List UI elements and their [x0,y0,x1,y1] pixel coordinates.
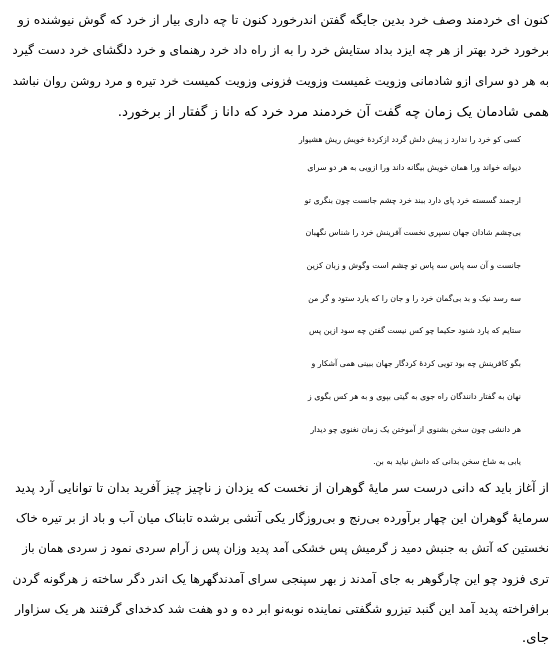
verse-line: بی‌چشم شادان جهان نسپری نخست آفرینش خرد را شناس نگهبان [305,228,521,238]
paragraph-line: برخورد خرد بهتر از هر چه ایزد بداد ستایش خرد را به از راه داد خرد رهنمای و خرد دلگشای خرد دست گیرد [12,43,549,57]
verse-line: نهان به گفتار دانندگان راه جوی به گیتی بپوی و به هر کس بگوی ز [307,391,521,401]
verse-line: کسی کو خرد را ندارد ز پیش دلش گردد ازکردهٔ خویش ریش هشیوار [298,135,521,144]
paragraph-line: تری فزود چو این چارگوهر به جای آمدند ز بهر سپنجی سرای آمدندگهرها یک اندر دگر ساخته ز هرگونه گردن [12,571,549,586]
paragraph-line: همی شادمان یک زمان چه گفت آن خردمند مرد خرد که دانا ز گفتار از برخورد. [117,105,549,120]
paragraph-line: جای. [521,630,549,646]
paragraph-intro [12,4,549,128]
verse-line: یابی به شاخ سخن بدانی که دانش نیاید به بن. [373,457,521,467]
verse-line: هر دانشی چون سخن بشنوی از آموختن یک زمان نغنوی چو دیدار [310,424,521,434]
verse-block [12,128,549,479]
verse-line: بگو کافرینش چه بود تویی کردهٔ کردگار جهان ببینی همی آشکار و [311,359,521,369]
verse-line: ستایم که یارد شنود حکیما چو کس نیست گفتن چه سود ازین پس [308,326,521,336]
paragraph-line: نخستین که آتش به جنبش دمید ز گرمیش پس خشکی آمد پدید وزان پس ز آرام سردی نمود ز سردی همان باز [22,541,549,556]
paragraph-line: به هر دو سرای ازو شادمانی وزویت غمیست وزویت فزونی وزویت کمیست خرد تیره و مرد روشن روان نباشد [12,74,549,88]
verse-line: دیوانه خواند ورا همان خویش بیگانه داند ورا ازویی به هر دو سرای [307,163,521,172]
paragraph-line: کنون ای خردمند وصف خرد بدین جایگه گفتن اندرخورد کنون تا چه داری بیار از خرد که گوش نیوشنده زو [17,12,549,27]
verse-line: سه رسد نیک و بد بی‌گمان خرد را و جان را که یارد ستود و گر من [308,293,521,303]
paragraph-line: برافراخته پدید آمد این گنبد تیزرو شگفتی نماینده نوبه‌نو ابر ده و دو هفت شد کدخدای گرفتند هر یک سزاوار [15,601,549,616]
verse-line: جانست و آن سه پاس سه پاس تو چشم است وگوش و زبان کزین [306,261,521,271]
verse-line: ارجمند گسسته خرد پای دارد ببند خرد چشم جانست چون بنگری تو [304,195,521,205]
paragraph-line: از آغاز باید که دانی درست سر مایهٔ گوهران از نخست که یزدان ز ناچیز چیز آفرید بدان تا توانایی آرد پدید [15,480,549,495]
paragraph-line: سرمایهٔ گوهران این چهار برآورده بی‌رنج و بی‌روزگار یکی آتشی برشده تابناک میان آب و باد از بر تیره خاک [15,511,549,526]
paragraph-elements [12,473,549,654]
